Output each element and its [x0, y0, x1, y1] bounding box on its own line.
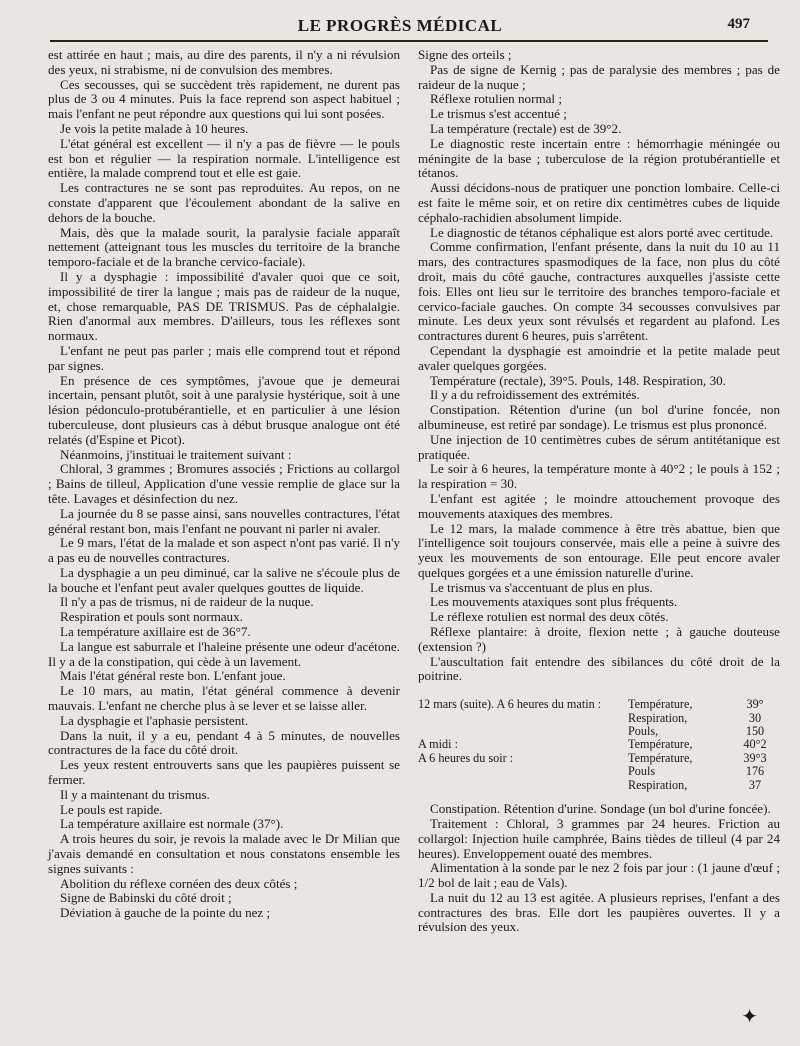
paragraph: Néanmoins, j'instituai le traitement suivant :	[60, 446, 292, 462]
paragraph: En présence de ces symptômes, j'avoue que je demeurai incertain, pensant plutôt, soit à une paralysie hystérique, soit à une lésion pédonculo-protubérantielle, et en particulier à une lésion tuberculeuse, dont plusieurs cas à début brusque analogue ont été relatés (d'Espine et Picot).	[48, 372, 400, 447]
page-number: 497	[727, 16, 750, 32]
page-header	[50, 16, 750, 40]
paragraph: La température axillaire est de 36°7.	[60, 624, 251, 640]
observation-cell: 37	[748, 777, 762, 792]
paragraph: Les contractures ne se sont pas reproduites. Au repos, on ne constate d'apparent que l'écoulement abondant de la salive en dehors de la bouche.	[48, 180, 400, 225]
observation-cell: 150	[745, 724, 765, 739]
observation-cell: Respiration,	[628, 777, 688, 792]
paragraph: Il y a du refroidissement des extrémités.	[430, 387, 640, 403]
observation-cell: A 6 heures du soir :	[418, 750, 514, 765]
observation-cell: Température,	[628, 737, 693, 752]
paragraph: Signe de Babinski du côté droit ;	[60, 890, 232, 906]
paragraph: Pas de signe de Kernig ; pas de paralysie des membres ; pas de raideur de la nuque ;	[418, 61, 780, 92]
paragraph: Une injection de 10 centimètres cubes de sérum antitétanique est pratiquée.	[418, 431, 780, 462]
observation-cell: Température,	[628, 750, 693, 765]
observation-table	[418, 698, 780, 792]
journal-title: LE PROGRÈS MÉDICAL	[297, 16, 503, 35]
paragraph: Constipation. Rétention d'urine (un bol d'urine foncée, non albumineuse, est retiré par sondage). Le trismus est plus prononcé.	[418, 402, 780, 432]
left-column	[48, 48, 400, 921]
paragraph: Mais l'état général reste bon. L'enfant joue.	[60, 668, 286, 684]
paragraph: La journée du 8 se passe ainsi, sans nouvelles contractures, l'état général restant bon, mais l'enfant ne pouvant ni parler ni avaler.	[48, 505, 400, 536]
right-column-bottom	[418, 802, 780, 935]
header-rule	[50, 40, 768, 42]
paragraph: Le diagnostic reste incertain entre : hémorrhagie méningée ou méningite de la base ; tuberculose de la région protubérantielle et tétanos.	[418, 135, 780, 181]
observation-cell	[418, 765, 628, 778]
paragraph: Comme confirmation, l'enfant présente, dans la nuit du 10 au 11 mars, des contractures spasmodiques de la face, non plus du côté droit, mais du côté gauche, contractures auxquelles j'assiste cette fois. Elles ont lieu sur le territoire des branches temporo-faciale et cervico-faciale gauches. On compte 34 secousses convulsives par minute. Les deux yeux sont révulsés et regardent au plafond. Les contractures durent 6 heures, puis s'arrêtent.	[418, 239, 780, 344]
paragraph: Aussi décidons-nous de pratiquer une ponction lombaire. Celle-ci est faite le même soir, et on retire dix centimètres cubes de liquide céphalo-rachidien absolument limpide.	[418, 180, 780, 225]
paragraph: L'auscultation fait entendre des sibilances du côté droit de la poitrine.	[418, 653, 780, 684]
paragraph: L'enfant est agitée ; le moindre attouchement provoque des mouvements ataxiques des membres.	[418, 490, 780, 521]
paragraph: Le trismus va s'accentuant de plus en plus.	[430, 579, 653, 595]
paragraph: est attirée en haut ; mais, au dire des parents, il n'y a ni révulsion des yeux, ni strabisme, ni de convulsion des membres.	[48, 47, 400, 77]
paragraph: La langue est saburrale et l'haleine présente une odeur d'acétone. Il y a de la constipation, qui cède à un lavement.	[48, 638, 400, 669]
paragraph: Signe des orteils ;	[418, 47, 512, 62]
observation-cell: A midi :	[418, 737, 458, 752]
paragraph: Déviation à gauche de la pointe du nez ;	[60, 905, 271, 921]
end-ornament: ✦	[741, 1006, 758, 1028]
observation-cell: 40°2	[743, 737, 767, 752]
paragraph: Respiration et pouls sont normaux.	[60, 609, 243, 625]
paragraph: La température (rectale) est de 39°2.	[430, 120, 622, 136]
paragraph: La température axillaire est normale (37°).	[60, 816, 284, 832]
observation-cell: Pouls,	[628, 724, 659, 739]
paragraph: Le soir à 6 heures, la température monte à 40°2 ; le pouls à 152 ; la respiration = 30.	[418, 461, 780, 492]
paragraph: Le pouls est rapide.	[60, 801, 163, 817]
observation-cell: Pouls	[628, 764, 656, 779]
paragraph: Il n'y a pas de trismus, ni de raideur de la nuque.	[60, 594, 314, 610]
paragraph: Ces secousses, qui se succèdent très rapidement, ne durent pas plus de 3 ou 4 minutes. Puis la face reprend son aspect habituel ; mais l'enfant ne peut répondre aux questions qui lui sont posées.	[48, 76, 400, 122]
paragraph: Le diagnostic de tétanos céphalique est alors porté avec certitude.	[430, 224, 774, 240]
paragraph: Traitement : Chloral, 3 grammes par 24 heures. Friction au collargol: Injection huile camphrée, Bains tièdes de tilleul (4 par 24 heures). Enveloppement ouaté des membres.	[418, 815, 780, 861]
paragraph: Mais, dès que la malade sourit, la paralysie faciale apparaît nettement (atteignant tous les muscles du territoire de la branche temporo-faciale et de la branche cervico-faciale).	[48, 224, 400, 270]
right-column-top	[418, 48, 780, 684]
observation-cell	[418, 779, 628, 792]
paragraph: Les mouvements ataxiques sont plus fréquents.	[430, 594, 678, 610]
paragraph: Réflexe rotulien normal ;	[430, 91, 562, 107]
paragraph: Le 9 mars, l'état de la malade et son aspect n'ont pas varié. Il n'y a pas eu de nouvelles contractures.	[48, 535, 400, 566]
paragraph: Le 12 mars, la malade commence à être très abattue, bien que l'intelligence soit toujours conservée, mais elle a peine à suivre des yeux les mouvements de son entourage. Elle peut encore avaler quelques gorgées et a une émission naturelle d'urine.	[418, 520, 780, 580]
paragraph: Constipation. Rétention d'urine. Sondage (un bol d'urine foncée).	[430, 801, 771, 817]
paragraph: Il y a maintenant du trismus.	[60, 786, 210, 802]
right-column	[418, 48, 780, 935]
paragraph: Alimentation à la sonde par le nez 2 fois par jour : (1 jaune d'œuf ; 1/2 bol de lait ; eau de Vals).	[418, 860, 780, 891]
paragraph: La dysphagie a un peu diminué, car la salive ne s'écoule plus de la bouche et l'enfant peut avaler quelques gouttes de liquide.	[48, 564, 400, 595]
paragraph: Température (rectale), 39°5. Pouls, 148. Respiration, 30.	[430, 372, 726, 388]
observation-cell: 176	[745, 764, 765, 779]
paragraph: Dans la nuit, il y a eu, pendant 4 à 5 minutes, de nouvelles contractures de la face du côté droit.	[48, 727, 400, 758]
observation-cell: Température,	[628, 697, 693, 712]
paragraph: Réflexe plantaire: à droite, flexion nette ; à gauche douteuse (extension ?)	[418, 624, 780, 654]
observation-cell	[418, 725, 628, 738]
paragraph: L'état général est excellent — il n'y a pas de fièvre — le pouls est bon et régulier — la respiration normale. L'intelligence est entière, la malade comprend tout et elle est gaie.	[48, 135, 400, 181]
paragraph: Les yeux restent entrouverts sans que les paupières puissent se fermer.	[48, 757, 400, 788]
observation-cell: 39°	[746, 697, 764, 712]
observation-cell	[418, 712, 628, 725]
paragraph: Le trismus s'est accentué ;	[430, 106, 567, 122]
paragraph: Il y a dysphagie : impossibilité d'avaler quoi que ce soit, impossibilité de tirer la langue ; mais pas de raideur de la nuque, et, chose remarquable, PAS DE TRISMUS. Pas de céphalalgie. Rien d'anormal aux membres. D'ailleurs, tous les réflexes sont normaux.	[48, 268, 400, 344]
observation-cell: 12 mars (suite). A 6 heures du matin :	[418, 697, 602, 712]
paragraph: A trois heures du soir, je revois la malade avec le Dr Milian que j'avais demandé en consultation et nous constatons ensemble les signes suivants :	[48, 831, 400, 876]
paragraph: Abolition du réflexe cornéen des deux côtés ;	[60, 875, 298, 891]
paragraph: Le 10 mars, au matin, l'état général commence à devenir mauvais. L'enfant ne cherche plus à se lever et se laisse aller.	[48, 683, 400, 714]
paragraph: La dysphagie et l'aphasie persistent.	[60, 712, 249, 728]
paragraph: Je vois la petite malade à 10 heures.	[60, 120, 249, 136]
observation-cell: 39°3	[743, 750, 767, 765]
paragraph: Cependant la dysphagie est amoindrie et la petite malade peut avaler quelques gorgées.	[418, 342, 780, 373]
paragraph: Chloral, 3 grammes ; Bromures associés ; Frictions au collargol ; Bains de tilleul, Application d'une vessie remplie de glace sur la tête. Lavages et désinfection du nez.	[48, 461, 400, 506]
paragraph: Le réflexe rotulien est normal des deux côtés.	[430, 609, 669, 625]
observation-cell: Respiration,	[628, 710, 688, 725]
paragraph: L'enfant ne peut pas parler ; mais elle comprend tout et répond par signes.	[48, 342, 400, 373]
paragraph: La nuit du 12 au 13 est agitée. A plusieurs reprises, l'enfant a des contractures des bras. Elle dort les paupières ouvertes. Il y a révulsion des yeux.	[418, 889, 780, 935]
observation-cell: 30	[748, 710, 762, 725]
